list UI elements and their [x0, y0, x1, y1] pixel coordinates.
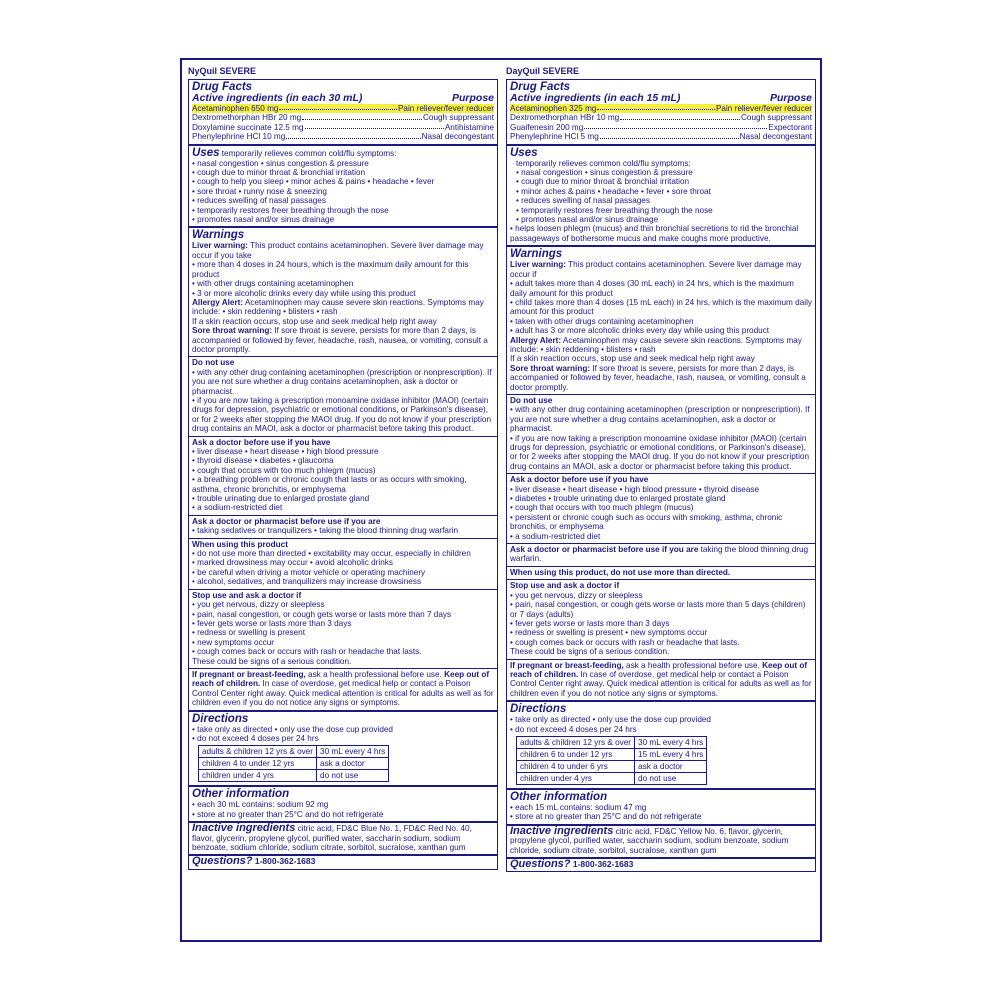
- active-ingredients-heading: Active ingredients (in each 30 mL): [192, 92, 363, 104]
- inactive-text: citric acid, FD&C Yellow No. 6, flavor, glycerin, propylene glycol, purified water, saccharin sodium, sodium benzoate, sodium chloride, sodium citrate, sorbitol, sucralose, xanthan gum: [510, 826, 789, 855]
- allergy-alert-text: Acetaminophen may cause severe skin reactions. Symptoms may include: • skin reddening • blisters • rash: [192, 297, 484, 317]
- list-item: • marked drowsiness may occur • avoid alcoholic drinks: [192, 558, 393, 568]
- list-item: • alcohol, sedatives, and tranquilizers may increase drowsiness: [192, 577, 422, 587]
- ingredient-purpose: Expectorant: [768, 122, 812, 132]
- allergy-after-text: If a skin reaction occurs, stop use and seek medical help right away: [192, 316, 437, 326]
- list-item: • you get nervous, dizzy or sleepless: [192, 600, 325, 610]
- other-info-section: [507, 790, 815, 826]
- ask-pharmacist-section: [507, 544, 815, 567]
- list-item: • promotes nasal and/or sinus drainage: [516, 215, 659, 225]
- when-using-heading: When using this product, do not use more than directed.: [510, 567, 731, 577]
- ask-doctor-heading: Ask a doctor before use if you have: [510, 475, 649, 485]
- list-item: • reduces swelling of nasal passages: [192, 196, 326, 206]
- dayquil-column: [506, 66, 816, 872]
- ingredient-name: Phenylephrine HCl 5 mg: [510, 132, 599, 142]
- list-item: • temporarily restores freer breathing through the nose: [516, 205, 713, 215]
- active-ingredients-section: [189, 80, 497, 146]
- list-item: • a sodium-restricted diet: [510, 531, 601, 541]
- ingredient-row: [510, 132, 812, 141]
- list-item: • take only as directed • only use the dose cup provided: [192, 724, 393, 734]
- list-item: • new symptoms occur: [192, 637, 275, 647]
- list-item: • cough that occurs with too much phlegm (mucus): [192, 465, 376, 475]
- sore-throat-label: Sore throat warning:: [510, 363, 591, 373]
- table-cell: adults & children 12 yrs & over: [517, 736, 635, 748]
- ask-pharmacist-heading: Ask a doctor or pharmacist before use if you are: [192, 516, 381, 526]
- other-info-heading: Other information: [192, 788, 290, 801]
- inactive-text: citric acid, FD&C Blue No. 1, FD&C Red No. 40, flavor, glycerin, propylene glycol, purified water, saccharin sodium, sodium benzoate, sodium chloride, sodium citrate, sorbitol, sucralose, xanthan gum: [192, 824, 472, 852]
- pregnancy-text: ask a health professional before use.: [623, 660, 760, 670]
- list-item: • temporarily restores freer breathing through the nose: [192, 205, 389, 215]
- ingredient-name: Acetaminophen 650 mg: [192, 104, 279, 113]
- list-item: • a sodium-restricted diet: [192, 503, 283, 513]
- directions-section: [507, 702, 815, 790]
- stop-use-section: [507, 580, 815, 659]
- ingredient-purpose: Antihistamine: [444, 122, 494, 132]
- ask-doctor-section: [507, 474, 815, 544]
- ingredient-purpose: Pain reliever/fever reducer: [715, 104, 812, 113]
- uses-heading: Uses: [510, 146, 538, 159]
- table-cell: 30 mL every 4 hrs: [317, 746, 389, 758]
- when-using-section: [189, 539, 497, 590]
- ingredient-row: [192, 113, 494, 122]
- pregnancy-section: [507, 660, 815, 703]
- uses-section: [507, 146, 815, 248]
- pregnancy-label: If pregnant or breast-feeding,: [510, 660, 624, 670]
- allergy-alert-text: Acetaminophen may cause severe skin reactions. Symptoms may include: • skin reddening • blisters • rash: [510, 335, 802, 354]
- nyquil-column: [188, 66, 498, 870]
- table-row: [517, 760, 707, 772]
- list-item: • nasal congestion • sinus congestion & pressure: [192, 158, 369, 168]
- table-cell: do not use: [317, 770, 389, 782]
- ingredient-row: [192, 104, 494, 113]
- list-item: These could be signs of a serious condition.: [192, 656, 352, 666]
- list-item: • taken with other drugs containing acetaminophen: [510, 316, 694, 326]
- ingredient-row: [192, 132, 494, 141]
- list-item: • pain, nasal congestion, or cough gets worse or lasts more than 5 days (children) or 7 days (adults): [510, 600, 806, 619]
- sore-throat-text: If sore throat is severe, persists for more than 2 days, is accompanied or followed by fever, headache, rash, nausea, or vomiting, consult a doctor promptly.: [192, 326, 488, 354]
- do-not-use-heading: Do not use: [192, 358, 235, 368]
- list-item: • promotes nasal and/or sinus drainage: [192, 215, 335, 225]
- table-cell: adults & children 12 yrs & over: [199, 746, 317, 758]
- do-not-use-section: [189, 357, 497, 436]
- warnings-section: [507, 247, 815, 395]
- table-cell: children under 4 yrs: [199, 770, 317, 782]
- list-item: • cough that occurs with too much phlegm (mucus): [510, 503, 694, 513]
- list-item: • with any other drug containing acetaminophen (prescription or nonprescription). If you are not sure whether a drug contains acetaminophen, ask a doctor or pharmacist.: [510, 405, 810, 434]
- inactive-section: [507, 826, 815, 859]
- when-using-heading: When using this product: [192, 539, 288, 549]
- ingredient-row: [510, 113, 812, 122]
- list-item: • cough comes back or occurs with rash or headache that lasts.: [192, 647, 422, 657]
- list-item: • cough comes back or occurs with rash or headache that lasts.: [510, 637, 740, 647]
- questions-phone: 1-800-362-1683: [570, 859, 634, 869]
- list-item: • taking sedatives or tranquilizers • taking the blood thinning drug warfarin: [192, 526, 459, 536]
- active-header-row: [510, 93, 812, 104]
- list-item: • be careful when driving a motor vehicle or operating machinery: [192, 567, 426, 577]
- inactive-section: [189, 823, 497, 856]
- ingredient-purpose: Cough suppressant: [740, 113, 812, 123]
- list-item: • liver disease • heart disease • high blood pressure • thyroid disease: [510, 484, 760, 494]
- ingredient-purpose: Nasal decongestant: [739, 132, 812, 142]
- drug-facts-title: Drug Facts: [192, 81, 253, 93]
- ingredient-name: Guaifenesin 200 mg: [510, 122, 584, 132]
- list-item: • do not use more than directed • excitability may occur, especially in children: [192, 549, 471, 559]
- list-item: • 3 or more alcoholic drinks every day while using this product: [192, 288, 416, 298]
- list-item: • thyroid disease • diabetes • glaucoma: [192, 456, 334, 466]
- table-row: [517, 736, 707, 748]
- product-name: NyQuil SEVERE: [188, 66, 257, 76]
- list-item: • do not exceed 4 doses per 24 hrs: [192, 733, 319, 743]
- list-item: • reduces swelling of nasal passages: [516, 196, 650, 206]
- ingredient-name: Doxylamine succinate 12.5 mg: [192, 122, 304, 132]
- uses-intro: temporarily relieves common cold/flu symptoms:: [516, 158, 691, 168]
- list-item: • redness or swelling is present • new symptoms occur: [510, 628, 708, 638]
- list-item: • child takes more than 4 doses (15 mL each) in 24 hrs, which is the maximum daily amount for this product: [510, 297, 812, 317]
- ingredient-row: [192, 123, 494, 132]
- when-using-section: [507, 567, 815, 580]
- list-item: • cough to help you sleep • minor aches & pains • headache • fever: [192, 177, 435, 187]
- table-cell: children 6 to under 12 yrs: [517, 748, 635, 760]
- other-info-section: [189, 787, 497, 823]
- directions-heading: Directions: [192, 712, 249, 725]
- ask-pharmacist-text: taking the blood thinning drug warfarin.: [510, 545, 809, 564]
- list-item: • each 15 mL contains: sodium 47 mg: [510, 802, 647, 812]
- table-cell: 15 mL every 4 hrs: [635, 748, 707, 760]
- purpose-heading: Purpose: [451, 92, 494, 104]
- stop-use-section: [189, 590, 497, 669]
- table-row: [199, 758, 389, 770]
- liver-warning-label: Liver warning:: [192, 241, 248, 251]
- sore-throat-text: If sore throat is severe, persists for more than 2 days, is accompanied or followed by fever, headache, rash, nausea, or vomiting, consult a doctor promptly.: [510, 363, 806, 392]
- list-item: • fever gets worse or lasts more than 3 days: [192, 618, 352, 628]
- uses-heading: Uses: [192, 146, 220, 159]
- list-item: • each 30 mL contains: sodium 92 mg: [192, 800, 329, 810]
- list-item: • persistent or chronic cough such as occurs with smoking, asthma, chronic bronchitis, or emphysema: [510, 512, 783, 532]
- warnings-section: [189, 228, 497, 357]
- allergy-after-text: If a skin reaction occurs, stop use and seek medical help right away: [510, 354, 755, 364]
- pregnancy-section: [189, 669, 497, 712]
- list-item: • with any other drug containing acetaminophen (prescription or nonprescription). If you are not sure whether a drug contains acetaminophen, ask a doctor or pharmacist.: [192, 367, 492, 396]
- ingredient-name: Phenylephrine HCl 10 mg: [192, 132, 286, 142]
- list-item: • liver disease • heart disease • high blood pressure: [192, 447, 379, 456]
- ask-doctor-heading: Ask a doctor before use if you have: [192, 437, 331, 447]
- liver-warning-text: This product contains acetaminophen. Severe liver damage may occur if you take: [192, 241, 484, 260]
- inactive-heading: Inactive ingredients: [192, 822, 296, 835]
- active-ingredients-heading: Active ingredients (in each 15 mL): [510, 92, 681, 104]
- table-cell: children 4 to under 6 yrs: [517, 760, 635, 772]
- ingredient-row: [510, 104, 812, 113]
- list-item: • fever gets worse or lasts more than 3 days: [510, 618, 670, 628]
- list-item: • a breathing problem or chronic cough that lasts or as occurs with smoking, asthma, chronic bronchitis, or emphysema: [192, 475, 467, 494]
- drug-facts-sheet: [180, 58, 822, 942]
- table-cell: children under 4 yrs: [517, 772, 635, 784]
- list-item: • if you are now taking a prescription monoamine oxidase inhibitor (MAOI) (certain drugs for depression, psychiatric or emotional conditions, or Parkinson's disease), or for 2 weeks after stopping the MAOI drug. If you do not know if your prescription drug contains an MAOI, ask a doctor or pharmacist before taking this product.: [192, 395, 491, 434]
- ingredient-purpose: Pain reliever/fever reducer: [397, 104, 494, 113]
- active-header-row: [192, 93, 494, 104]
- pregnancy-text: ask a health professional before use.: [305, 669, 442, 679]
- table-row: [199, 746, 389, 758]
- list-item: • diabetes • trouble urinating due to enlarged prostate gland: [510, 494, 726, 504]
- sore-throat-label: Sore throat warning:: [192, 326, 273, 336]
- ingredient-purpose: Nasal decongestant: [421, 132, 494, 142]
- directions-heading: Directions: [510, 703, 567, 716]
- purpose-heading: Purpose: [769, 92, 812, 104]
- keep-out-label: Keep out of reach of children.: [192, 669, 490, 689]
- table-cell: ask a doctor: [635, 760, 707, 772]
- uses-section: [189, 146, 497, 229]
- list-item: • helps loosen phlegm (mucus) and thin bronchial secretions to rid the bronchial passageways of bothersome mucus and make coughs more productive.: [510, 224, 799, 243]
- list-item: • adult has 3 or more alcoholic drinks every day while using this product: [510, 326, 770, 336]
- table-row: [199, 770, 389, 782]
- list-item: • cough due to minor throat & bronchial irritation: [516, 177, 690, 187]
- stop-use-heading: Stop use and ask a doctor if: [192, 590, 302, 600]
- questions-section: [189, 856, 497, 868]
- list-item: • trouble urinating due to enlarged prostate gland: [192, 494, 370, 504]
- liver-warning-text: This product contains acetaminophen. Severe liver damage may occur if: [510, 260, 802, 279]
- inactive-heading: Inactive ingredients: [510, 824, 614, 837]
- list-item: • do not exceed 4 doses per 24 hrs: [510, 724, 637, 734]
- list-item: • sore throat • runny nose & sneezing: [192, 186, 327, 196]
- active-ingredients-section: [507, 80, 815, 146]
- other-info-heading: Other information: [510, 790, 608, 803]
- keep-out-text: In case of overdose, get medical help or contact a Poison Control Center right away. Quick medical attention is critical for adults as well as for children even if you do not notice any signs or symptoms.: [192, 679, 494, 708]
- drug-facts-panel: [506, 79, 816, 872]
- ask-pharmacist-heading: Ask a doctor or pharmacist before use if you are: [510, 545, 699, 555]
- drug-facts-panel: [188, 79, 498, 870]
- ingredient-name: Dextromethorphan HBr 10 mg: [510, 113, 620, 123]
- questions-heading: Questions?: [510, 858, 571, 870]
- table-row: [517, 772, 707, 784]
- pregnancy-label: If pregnant or breast-feeding,: [192, 669, 306, 679]
- uses-intro: temporarily relieves common cold/flu symptoms:: [221, 148, 397, 158]
- list-item: • pain, nasal congestion, or cough gets worse or lasts more than 7 days: [192, 609, 452, 619]
- list-item: • take only as directed • only use the dose cup provided: [510, 715, 711, 725]
- keep-out-text: In case of overdose, get medical help or contact a Poison Control Center right away. Quick medical attention is critical for adults as well as for children even if you do not notice any signs or symptoms.: [510, 669, 812, 698]
- list-item: • more than 4 doses in 24 hours, which is the maximum daily amount for this product: [192, 260, 469, 279]
- questions-section: [507, 859, 815, 871]
- allergy-alert-label: Allergy Alert:: [510, 335, 562, 345]
- list-item: • redness or swelling is present: [192, 628, 305, 638]
- dosage-table: [198, 745, 389, 782]
- ingredient-name: Dextromethorphan HBr 20 mg: [192, 113, 302, 123]
- questions-heading: Questions?: [192, 855, 253, 868]
- ingredient-name: Acetaminophen 325 mg: [510, 104, 597, 113]
- product-name: DayQuil SEVERE: [506, 66, 580, 76]
- do-not-use-section: [507, 395, 815, 474]
- list-item: • store at no greater than 25°C and do not refrigerate: [510, 812, 702, 822]
- list-item: • if you are now taking a prescription monoamine oxidase inhibitor (MAOI) (certain drugs for depression, psychiatric or emotional conditions, or Parkinson's disease), or for 2 weeks after stopping the MAOI drug. If you do not know if your prescription drug contains an MAOI, ask a doctor or pharmacist before taking this product.: [510, 433, 809, 471]
- list-item: • nasal congestion • sinus congestion & pressure: [516, 168, 693, 178]
- drug-facts-title: Drug Facts: [510, 81, 571, 93]
- list-item: • with other drugs containing acetaminophen: [192, 279, 354, 289]
- warnings-heading: Warnings: [192, 229, 245, 242]
- list-item: • cough due to minor throat & bronchial irritation: [192, 168, 366, 178]
- dosage-table: [516, 736, 707, 785]
- keep-out-label: Keep out of reach of children.: [510, 660, 808, 679]
- directions-section: [189, 712, 497, 788]
- table-row: [517, 748, 707, 760]
- stop-use-heading: Stop use and ask a doctor if: [510, 581, 620, 591]
- allergy-alert-label: Allergy Alert:: [192, 297, 244, 307]
- table-cell: ask a doctor: [317, 758, 389, 770]
- ingredient-purpose: Cough suppressant: [422, 113, 494, 123]
- table-cell: 30 mL every 4 hrs: [635, 736, 707, 748]
- table-cell: children 4 to under 12 yrs: [199, 758, 317, 770]
- list-item: These could be signs of a serious condition.: [510, 647, 670, 657]
- ask-doctor-section: [189, 437, 497, 516]
- list-item: • adult takes more than 4 doses (30 mL each) in 24 hrs, which is the maximum daily amount for this product: [510, 279, 794, 298]
- table-cell: do not use: [635, 772, 707, 784]
- warnings-heading: Warnings: [510, 248, 563, 261]
- liver-warning-label: Liver warning:: [510, 260, 566, 270]
- ingredient-row: [510, 123, 812, 132]
- list-item: • store at no greater than 25°C and do not refrigerate: [192, 809, 384, 819]
- list-item: • minor aches & pains • headache • fever • sore throat: [516, 186, 711, 196]
- list-item: • you get nervous, dizzy or sleepless: [510, 590, 643, 600]
- questions-phone: 1-800-362-1683: [252, 856, 316, 867]
- ask-pharmacist-section: [189, 516, 497, 539]
- do-not-use-heading: Do not use: [510, 395, 553, 405]
